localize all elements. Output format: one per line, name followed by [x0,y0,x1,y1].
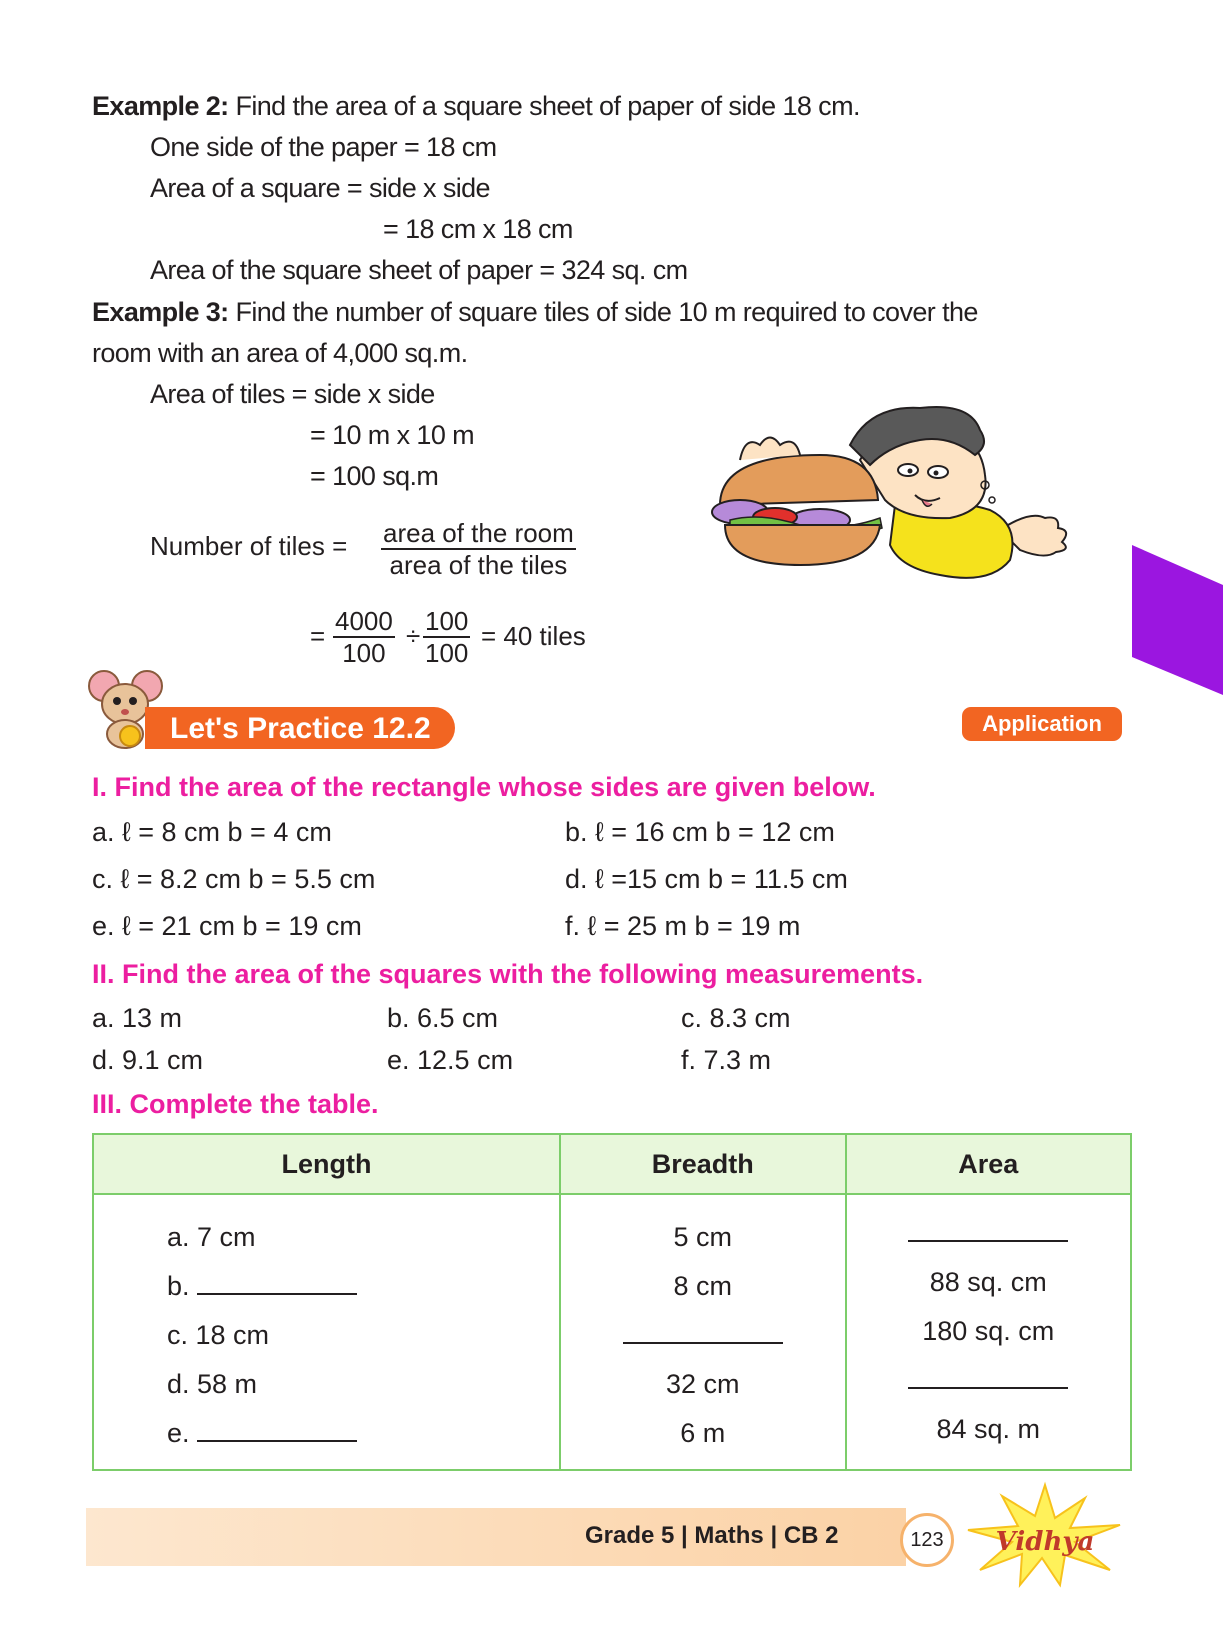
question-1-item: b. ℓ = 16 cm b = 12 cm [565,817,835,847]
example-2-line: = 18 cm x 18 cm [383,214,573,244]
question-1-item: a. ℓ = 8 cm b = 4 cm [92,817,332,847]
breadth-cell [561,1311,844,1360]
question-2-item: f. 7.3 m [681,1045,772,1075]
application-tag: Application [962,707,1122,741]
question-1-item: e. ℓ = 21 cm b = 19 cm [92,911,362,941]
length-cell: e. [167,1409,559,1458]
example-2-line: One side of the paper = 18 cm [150,132,497,162]
tiles-fraction [381,518,576,580]
answer-blank[interactable] [908,1220,1068,1242]
example-2-label: Example 2: [92,91,229,121]
question-3-heading: III. Complete the table. [92,1089,379,1119]
tiles-label: Number of tiles = [150,531,348,561]
length-cell: c. 18 cm [167,1320,270,1350]
question-2-heading: II. Find the area of the squares with the following measurements. [92,959,924,989]
example-3-label: Example 3: [92,297,229,327]
area-cell [847,1356,1130,1405]
example-3-question: Example 3: Find the number of square tiles of side 10 m required to cover the [92,297,978,327]
tiles-result: = 40 tiles [481,621,586,651]
question-2-item: d. 9.1 cm [92,1045,204,1075]
question-2-item: c. 8.3 cm [681,1003,791,1033]
logo-text: Vidhya [995,1527,1095,1557]
table-header-area: Area [846,1134,1131,1194]
fraction-numerator: area of the room [383,518,574,548]
fraction-4000-100: $\frac{4000}{100}$ [335,606,393,668]
question-2-item: b. 6.5 cm [387,1003,499,1033]
length-column [93,1194,560,1470]
question-1-item: c. ℓ = 8.2 cm b = 5.5 cm [92,864,376,894]
vidhya-logo [960,1480,1130,1590]
practice-banner [145,707,455,749]
practice-title: Let's Practice 12.2 [170,712,431,745]
boy-sandwich-illustration [700,400,1100,600]
answer-blank[interactable] [908,1367,1068,1389]
table-header-breadth: Breadth [560,1134,845,1194]
length-cell: a. 7 cm [167,1222,256,1252]
breadth-cell: 6 m [680,1418,726,1448]
area-cell: 84 sq. m [936,1414,1041,1444]
example-3-line: = 10 m x 10 m [310,420,475,450]
question-2-item: a. 13 m [92,1003,183,1033]
question-2-item: e. 12.5 cm [387,1045,514,1075]
example-3-line: Area of tiles = side x side [150,379,435,409]
complete-table [92,1133,1132,1471]
question-1-item: f. ℓ = 25 m b = 19 m [565,911,801,941]
breadth-column [560,1194,845,1470]
example-3-question-cont: room with an area of 4,000 sq.m. [92,338,468,368]
breadth-cell: 32 cm [666,1369,740,1399]
question-1-heading: I. Find the area of the rectangle whose sides are given below. [92,772,876,802]
area-cell: 88 sq. cm [929,1267,1047,1297]
footer-text: Grade 5 | Maths | CB 2 [585,1522,839,1549]
answer-blank[interactable] [623,1322,783,1344]
length-cell: b. [167,1262,559,1311]
example-3-line: = 100 sq.m [310,461,439,491]
answer-blank[interactable] [197,1420,357,1442]
breadth-cell: 8 cm [673,1271,733,1301]
question-1-item: d. ℓ =15 cm b = 11.5 cm [565,864,848,894]
example-2-question: Example 2: Find the area of a square sheet of paper of side 18 cm. [92,91,860,121]
side-tab [1132,545,1223,695]
table-header-length: Length [93,1134,560,1194]
page-number: 123 [900,1513,954,1567]
equals-sign: = [310,621,326,651]
area-cell: 180 sq. cm [922,1316,1055,1346]
example-2-line: Area of a square = side x side [150,173,490,203]
area-column [846,1194,1131,1470]
divide-sign: ÷ [406,621,421,651]
length-cell: d. 58 m [167,1369,258,1399]
fraction-denominator: area of the tiles [389,550,568,580]
area-cell [847,1209,1130,1258]
fraction-100-100: $\frac{100}{100}$ [425,606,469,668]
breadth-cell: 5 cm [673,1222,733,1252]
answer-blank[interactable] [197,1273,357,1295]
example-2-line: Area of the square sheet of paper = 324 sq. cm [150,255,688,285]
